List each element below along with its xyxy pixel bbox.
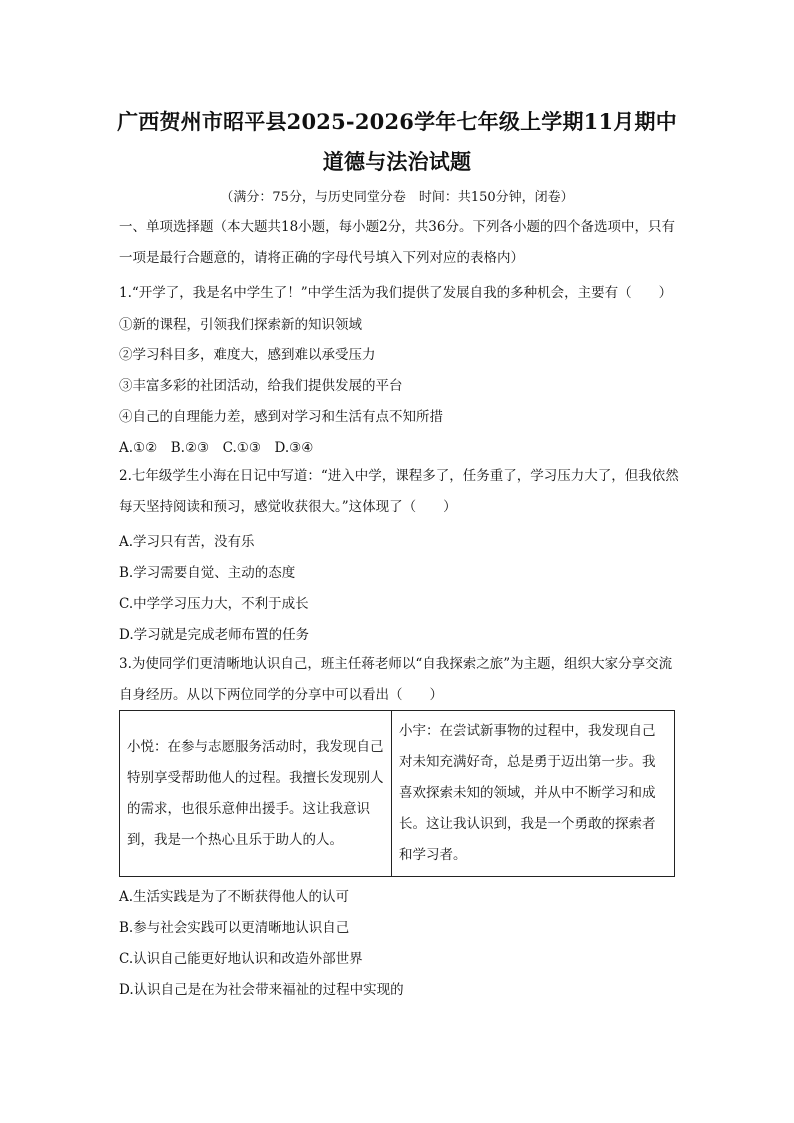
q3-option-c: C.认识自己能更好地认识和改造外部世界	[119, 951, 363, 967]
q1-item-4: ④自己的自理能力差，感到对学习和生活有点不知所措	[119, 409, 443, 425]
exam-info: （满分：75分，与历史同堂分卷 时间：共150分钟，闭卷）	[220, 190, 574, 205]
q2-option-a: A.学习只有苦，没有乐	[119, 534, 255, 550]
q1-item-3: ③丰富多彩的社团活动，给我们提供发展的平台	[119, 378, 403, 394]
q3-sharing-table	[119, 710, 675, 877]
q3-stem: 3.为使同学们更清晰地认识自己，班主任蒋老师以“自我探索之旅”为主题，组织大家分享交流自身经历。从以下两位同学的分享中可以看出（ ）	[119, 656, 673, 703]
q1-item-1: ①新的课程，引领我们探索新的知识领域	[119, 317, 362, 333]
q1-options: A.①② B.②③ C.①③ D.③④	[119, 440, 314, 456]
exam-title-line2: 道德与法治试题	[322, 149, 472, 174]
q3-table-cell-right	[392, 711, 674, 876]
q1-stem: 1.“开学了，我是名中学生了！”中学生活为我们提供了发展自我的多种机会，主要有（ ）	[119, 285, 673, 301]
q2-option-b: B.学习需要自觉、主动的态度	[119, 565, 296, 581]
q1-item-2: ②学习科目多，难度大，感到难以承受压力	[119, 347, 376, 363]
q3-option-d: D.认识自己是在为社会带来福祉的过程中实现的	[119, 982, 404, 998]
exam-title-line1: 广西贺州市昭平县2025-2026学年七年级上学期11月期中	[117, 109, 677, 134]
q3-option-b: B.参与社会实践可以更清晰地认识自己	[119, 920, 350, 936]
q2-option-d: D.学习就是完成老师布置的任务	[119, 627, 310, 643]
q2-stem: 2.七年级学生小海在日记中写道：“进入中学，课程多了，任务重了，学习压力大了，但我依然每天坚持阅读和预习，感觉收获很大。”这体现了（ ）	[119, 468, 679, 515]
q3-option-a: A.生活实践是为了不断获得他人的认可	[119, 889, 350, 905]
q3-share-xiaoyu: 小宇：在尝试新事物的过程中，我发现自己对未知充满好奇，总是勇于迈出第一步。我喜欢探索未知的领域，并从中不断学习和成长。这让我认识到，我是一个勇敢的探索者和学习者。	[399, 723, 656, 863]
q3-table-cell-left	[120, 711, 392, 876]
q2-option-c: C.中学学习压力大，不利于成长	[119, 596, 309, 612]
q3-share-xiaoyue: 小悦：在参与志愿服务活动时，我发现自己特别享受帮助他人的过程。我擅长发现别人的需求，也很乐意伸出援手。这让我意识到，我是一个热心且乐于助人的人。	[127, 738, 384, 848]
section-instructions: 一、单项选择题（本大题共18小题，每小题2分，共36分。下列各小题的四个备选项中，只有一项是最行合题意的，请将正确的字母代号填入下列对应的表格内）	[119, 219, 675, 266]
